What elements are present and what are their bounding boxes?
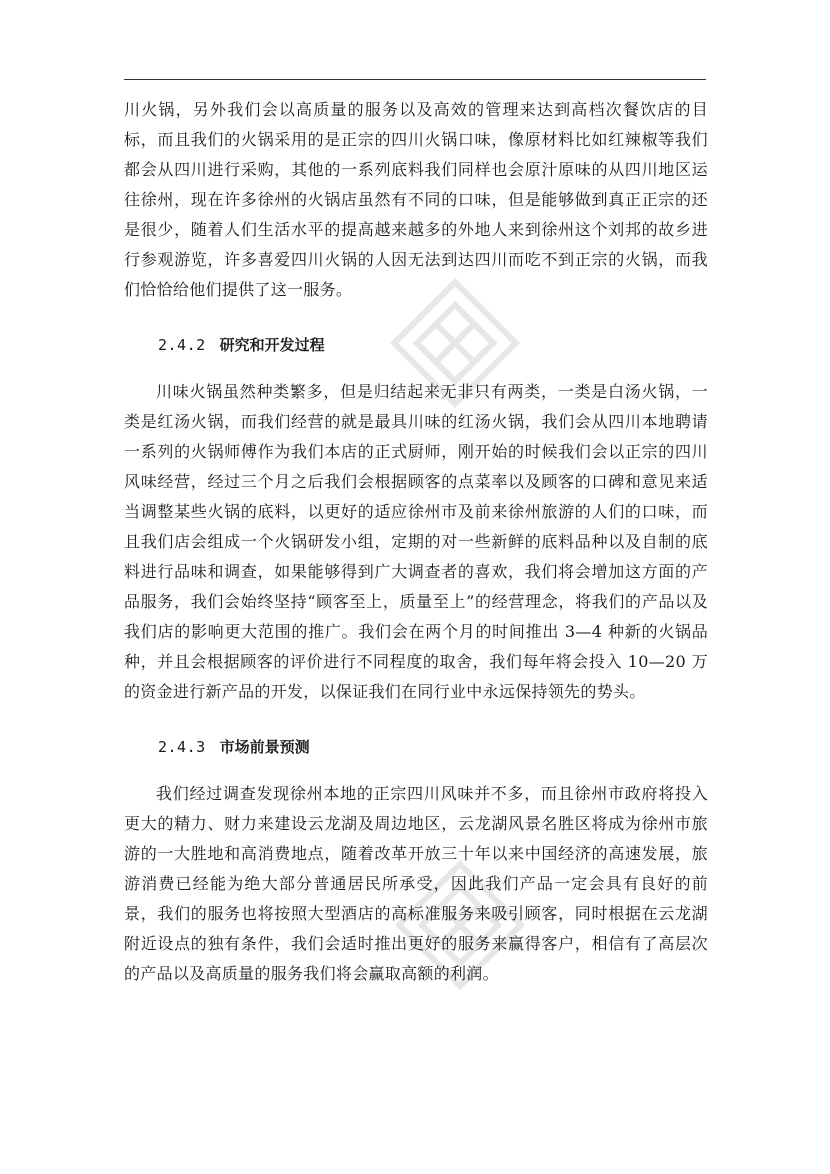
section-number: 2.4.3: [158, 738, 206, 756]
section-heading-2-4-3: [124, 732, 708, 762]
paragraph-intro: 川火锅，另外我们会以高质量的服务以及高效的管理来达到高档次餐饮店的目标，而且我们的火锅采用的是正宗的四川火锅口味，像原材料比如红辣椒等我们都会从四川进行采购，其他的一系列底料我们同样也会原汁原味的从四川地区运往徐州，现在许多徐州的火锅店虽然有不同的口味，但是能够做到真正正宗的还是很少，随着人们生活水平的提高越来越多的外地人来到徐州这个刘邦的故乡进行参观游览，许多喜爱四川火锅的人因无法到达四川而吃不到正宗的火锅，而我们恰恰给他们提供了这一服务。: [124, 100, 708, 299]
paragraph-market: 我们经过调查发现徐州本地的正宗四川风味并不多，而且徐州市政府将投入更大的精力、财力来建设云龙湖及周边地区，云龙湖风景名胜区将成为徐州市旅游的一大胜地和高消费地点，随着改革开放三十年以来中国经济的高速发展，旅游消费已经能为绝大部分普通居民所承受，因此我们产品一定会具有良好的前景，我们的服务也将按照大型酒店的高标准服务来吸引顾客，同时根据在云龙湖附近设点的独有条件，我们会适时推出更好的服务来赢得客户，相信有了高层次的产品以及高质量的服务我们将会赢取高额的利润。: [124, 784, 708, 983]
paragraph-research: 川味火锅虽然种类繁多，但是归结起来无非只有两类，一类是白汤火锅，一类是红汤火锅，而我们经营的就是最具川味的红汤火锅，我们会从四川本地聘请一系列的火锅师傅作为我们本店的正式厨师，刚开始的时候我们会以正宗的四川风味经营，经过三个月之后我们会根据顾客的点菜率以及顾客的口碑和意见来适当调整某些火锅的底料，以更好的适应徐州市及前来徐州旅游的人们的口味，而且我们店会组成一个火锅研发小组，定期的对一些新鲜的底料品种以及自制的底料进行品味和调查，如果能够得到广大调查者的喜欢，我们将会增加这方面的产品服务，我们会始终坚持“顾客至上，质量至上”的经营理念，将我们的产品以及我们店的影响更大范围的推广。我们会在两个月的时间推出 3—4 种新的火锅品种，并且会根据顾客的评价进行不同程度的取舍，我们每年将会投入 10—20 万的资金进行新产品的开发，以保证我们在同行业中永远保持领先的势头。: [124, 382, 708, 701]
section-heading-2-4-2: [124, 330, 708, 360]
section-title: 研究和开发过程: [219, 336, 325, 354]
document-body: [124, 95, 708, 989]
header-rule: [124, 79, 706, 80]
section-number: 2.4.2: [158, 336, 206, 354]
section-title: 市场前景预测: [219, 738, 310, 756]
